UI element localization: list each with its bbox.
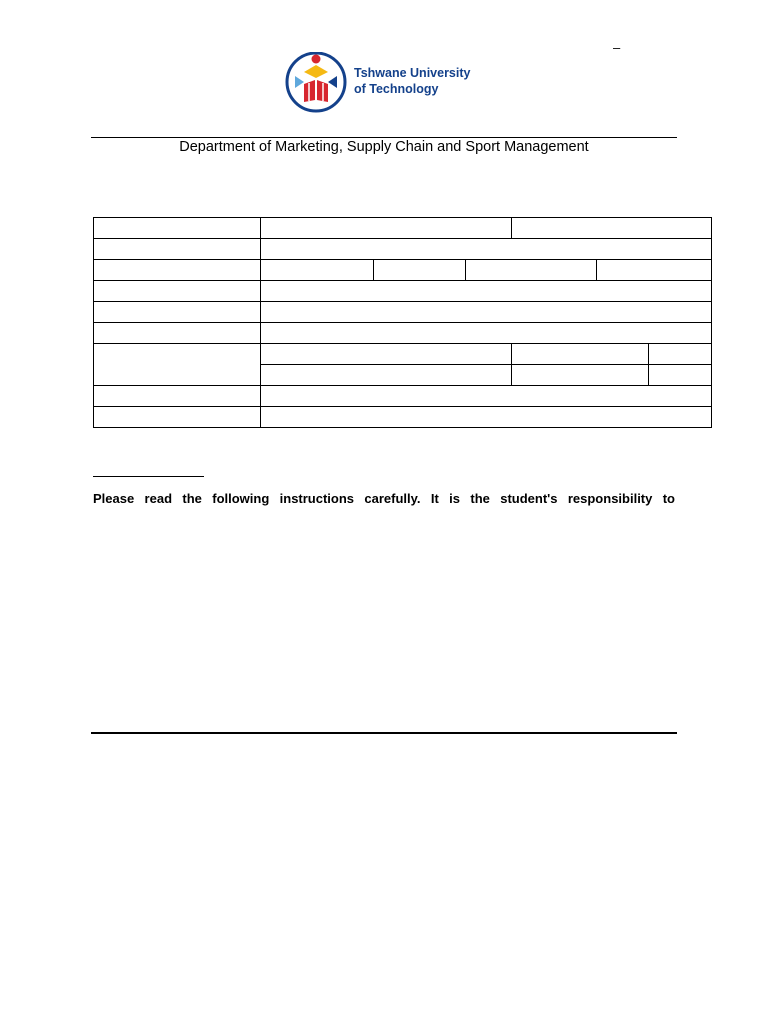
label-cell: [94, 386, 261, 407]
label-cell: [94, 323, 261, 344]
table-row: [94, 323, 712, 344]
input-cell[interactable]: [261, 260, 374, 281]
input-cell[interactable]: [512, 218, 712, 239]
label-cell: [94, 302, 261, 323]
table-row: [94, 260, 712, 281]
label-cell: [94, 281, 261, 302]
input-cell[interactable]: [512, 365, 649, 386]
input-cell[interactable]: [649, 344, 712, 365]
university-logo: [284, 52, 484, 114]
label-cell: [94, 260, 261, 281]
logo-emblem-icon: [284, 52, 348, 114]
table-row: [94, 302, 712, 323]
label-cell: [94, 344, 261, 386]
department-title: Department of Marketing, Supply Chain and Sport Management: [179, 139, 589, 155]
table-row: [94, 239, 712, 260]
input-cell[interactable]: [261, 218, 512, 239]
input-cell[interactable]: [261, 302, 712, 323]
input-cell[interactable]: [649, 365, 712, 386]
section-underline: [93, 476, 204, 477]
student-details-table: [93, 217, 712, 428]
input-cell[interactable]: [261, 365, 512, 386]
input-cell[interactable]: [261, 239, 712, 260]
input-cell[interactable]: [261, 344, 512, 365]
input-cell[interactable]: [466, 260, 597, 281]
instructions-text: Please read the following instructions carefully. It is the student's responsibility to: [93, 491, 675, 506]
logo-line-2: of Technology: [354, 82, 439, 96]
table-row: [94, 407, 712, 428]
input-cell[interactable]: [261, 323, 712, 344]
logo-wordmark: [354, 65, 470, 97]
input-cell[interactable]: [261, 386, 712, 407]
header-rule: [91, 137, 677, 138]
table-row: [94, 281, 712, 302]
table-row: [94, 386, 712, 407]
table-row: [94, 344, 712, 365]
input-cell[interactable]: [261, 281, 712, 302]
label-cell: [94, 239, 261, 260]
input-cell[interactable]: [597, 260, 712, 281]
input-cell[interactable]: [512, 344, 649, 365]
label-cell: [94, 407, 261, 428]
input-cell[interactable]: [261, 407, 712, 428]
table-row: [94, 218, 712, 239]
bottom-rule: [91, 732, 677, 734]
label-cell: [94, 218, 261, 239]
logo-line-1: Tshwane University: [354, 66, 471, 80]
input-cell[interactable]: [374, 260, 466, 281]
corner-mark: –: [613, 40, 621, 55]
